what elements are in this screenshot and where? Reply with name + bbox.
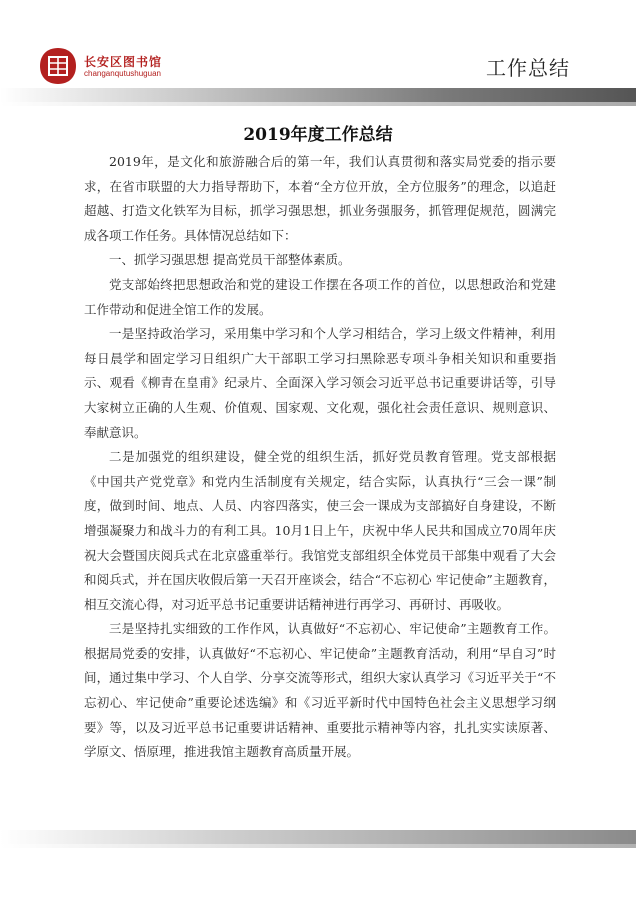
library-logo-icon xyxy=(38,46,78,86)
logo-text xyxy=(84,55,162,79)
paragraph: 党支部始终把思想政治和党的建设工作摆在各项工作的首位，以思想政治和党建工作带动和促进全馆工作的发展。 xyxy=(84,276,556,317)
paragraph: 二是加强党的组织建设，健全党的组织生活，抓好党员教育管理。党支部根据《中国共产党党章》和党内生活制度有关规定，结合实际，认真执行“三会一课”制度，做到时间、地点、人员、内容四落实，使三会一课成为支部搞好自身建设，不断增强凝聚力和战斗力的有利工具。10月1日上午，庆祝中华人民共和国成立70周年庆祝大会暨国庆阅兵式在北京盛重举行。我馆党支部组织全体党员干部集中观看了大会和阅兵式，并在国庆收假后第一天召开座谈会，结合“不忘初心 牢记使命”主题教育，相互交流心得，对习近平总书记重要讲话精神进行再学习、再研讨、再吸收。 xyxy=(84,449,556,612)
section-heading: 一、抓学习强思想 提高党员干部整体素质。 xyxy=(109,252,351,268)
header-band-thin xyxy=(0,102,636,106)
header-title: 工作总结 xyxy=(486,56,570,80)
logo-name-en: changanqutushuguan xyxy=(84,69,161,78)
document-title: 2019年度工作总结 xyxy=(243,125,393,145)
header-band xyxy=(0,88,636,102)
document-body xyxy=(84,150,556,765)
paragraph-intro: 2019年，是文化和旅游融合后的第一年，我们认真贯彻和落实局党委的指示要求，在省市联盟的大力指导帮助下，本着“全方位开放，全方位服务”的理念，以追赶超越、打造文化铁军为目标，抓学习强思想，抓业务强服务，抓管理促规范，圆满完成各项工作任务。具体情况总结如下： xyxy=(84,154,556,243)
footer-band-thin xyxy=(0,844,636,848)
paragraph: 三是坚持扎实细致的工作作风，认真做好“不忘初心、牢记使命”主题教育工作。根据局党委的安排，认真做好“不忘初心、牢记使命”主题教育活动，利用“早自习”时间，通过集中学习、个人自学、分享交流等形式，组织大家认真学习《习近平关于“不忘初心、牢记使命”重要论述选编》和《习近平新时代中国特色社会主义思想学习纲要》等，以及习近平总书记重要讲话精神、重要批示精神等内容，扎扎实实读原著、学原文、悟原理，推进我馆主题教育高质量开展。 xyxy=(84,621,556,760)
footer-band xyxy=(0,830,636,844)
logo-name-cn: 长安区图书馆 xyxy=(84,55,163,69)
paragraph: 一是坚持政治学习，采用集中学习和个人学习相结合，学习上级文件精神，利用每日晨学和固定学习日组织广大干部职工学习扫黑除恶专项斗争相关知识和重要指示、观看《柳青在皇甫》纪录片、全面深入学习领会习近平总书记重要讲话等，引导大家树立正确的人生观、价值观、国家观、文化观，强化社会责任意识、规则意识、奉献意识。 xyxy=(84,326,556,440)
page-header xyxy=(0,0,636,110)
